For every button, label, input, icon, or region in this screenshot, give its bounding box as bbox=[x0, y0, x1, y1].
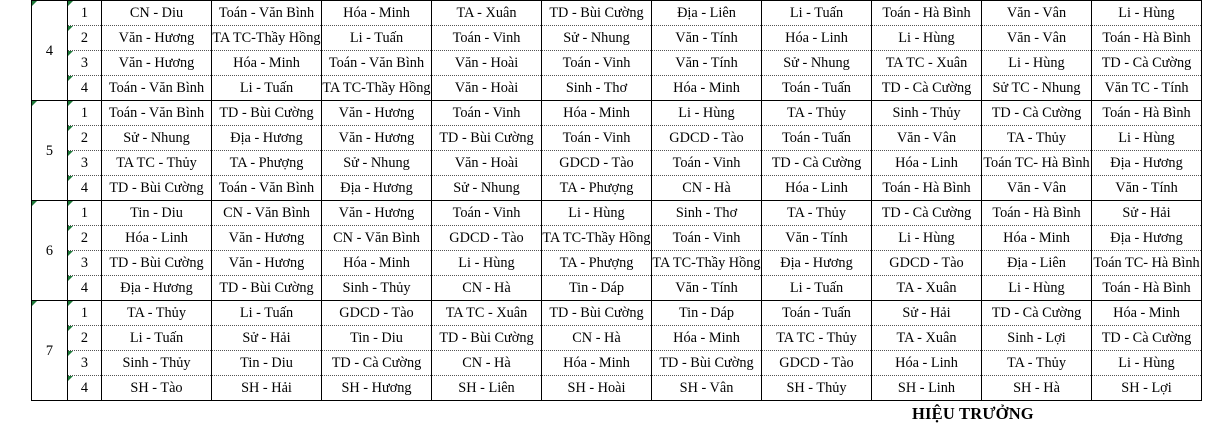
period-label: 2 bbox=[80, 330, 89, 346]
subject-teacher-cell: Sử - Nhung bbox=[432, 176, 542, 201]
subject-teacher-cell: Sử - Hải bbox=[1092, 201, 1202, 226]
subject-teacher-cell: TD - Bùi Cường bbox=[212, 276, 322, 301]
schedule-row bbox=[32, 326, 1202, 351]
subject-teacher-cell: Văn - Tính bbox=[652, 276, 762, 301]
subject-teacher-cell: TA TC-Thầy Hồng bbox=[652, 251, 762, 276]
subject-teacher-cell: CN - Diu bbox=[102, 1, 212, 26]
period-label: 1 bbox=[80, 105, 89, 121]
period-number bbox=[68, 151, 102, 176]
period-number bbox=[68, 226, 102, 251]
subject-teacher-cell: Hóa - Minh bbox=[652, 326, 762, 351]
period-number bbox=[68, 376, 102, 401]
period-number bbox=[68, 176, 102, 201]
subject-teacher-cell: Hóa - Minh bbox=[542, 351, 652, 376]
subject-teacher-cell: Toán - Hà Bình bbox=[1092, 101, 1202, 126]
subject-teacher-cell: Sử TC - Nhung bbox=[982, 76, 1092, 101]
principal-signature-title: HIỆU TRƯỞNG bbox=[912, 404, 1034, 423]
subject-teacher-cell: TD - Cà Cường bbox=[982, 301, 1092, 326]
subject-teacher-cell: TD - Bùi Cường bbox=[212, 101, 322, 126]
day-label bbox=[32, 301, 68, 401]
subject-teacher-cell: CN - Hà bbox=[652, 176, 762, 201]
subject-teacher-cell: Sinh - Thủy bbox=[872, 101, 982, 126]
cell-marker-icon bbox=[68, 51, 73, 56]
subject-teacher-cell: TA - Xuân bbox=[432, 1, 542, 26]
period-label: 3 bbox=[80, 55, 89, 71]
subject-teacher-cell: Toán - Vinh bbox=[652, 226, 762, 251]
subject-teacher-cell: Li - Tuấn bbox=[762, 1, 872, 26]
subject-teacher-cell: TD - Bùi Cường bbox=[102, 251, 212, 276]
cell-marker-icon bbox=[68, 226, 73, 231]
period-label: 4 bbox=[80, 380, 89, 396]
subject-teacher-cell: Toán - Tuấn bbox=[762, 126, 872, 151]
period-number bbox=[68, 51, 102, 76]
subject-teacher-cell: Toán - Vinh bbox=[542, 51, 652, 76]
day-label bbox=[32, 201, 68, 301]
day-number: 6 bbox=[45, 242, 54, 259]
subject-teacher-cell: SH - Vân bbox=[652, 376, 762, 401]
subject-teacher-cell: Toán TC- Hà Bình bbox=[1092, 251, 1202, 276]
subject-teacher-cell: TD - Bùi Cường bbox=[542, 1, 652, 26]
subject-teacher-cell: Li - Hùng bbox=[652, 101, 762, 126]
schedule-row bbox=[32, 201, 1202, 226]
subject-teacher-cell: Sử - Nhung bbox=[102, 126, 212, 151]
schedule-row bbox=[32, 376, 1202, 401]
cell-marker-icon bbox=[32, 101, 37, 106]
subject-teacher-cell: SH - Lợi bbox=[1092, 376, 1202, 401]
schedule-row bbox=[32, 226, 1202, 251]
subject-teacher-cell: CN - Văn Bình bbox=[212, 201, 322, 226]
subject-teacher-cell: CN - Hà bbox=[432, 351, 542, 376]
subject-teacher-cell: Văn - Tính bbox=[1092, 176, 1202, 201]
subject-teacher-cell: Địa - Hương bbox=[322, 176, 432, 201]
cell-marker-icon bbox=[68, 351, 73, 356]
subject-teacher-cell: TA TC - Xuân bbox=[872, 51, 982, 76]
subject-teacher-cell: TA - Thủy bbox=[762, 101, 872, 126]
subject-teacher-cell: Toán - Vinh bbox=[432, 201, 542, 226]
subject-teacher-cell: TD - Bùi Cường bbox=[102, 176, 212, 201]
subject-teacher-cell: TA - Xuân bbox=[872, 326, 982, 351]
subject-teacher-cell: Tin - Dáp bbox=[652, 301, 762, 326]
subject-teacher-cell: Văn - Hương bbox=[212, 251, 322, 276]
subject-teacher-cell: Sử - Hải bbox=[212, 326, 322, 351]
schedule-row bbox=[32, 51, 1202, 76]
subject-teacher-cell: Toán - Văn Bình bbox=[322, 51, 432, 76]
period-number bbox=[68, 326, 102, 351]
subject-teacher-cell: TD - Bùi Cường bbox=[432, 126, 542, 151]
subject-teacher-cell: TD - Cà Cường bbox=[982, 101, 1092, 126]
subject-teacher-cell: Sử - Nhung bbox=[762, 51, 872, 76]
cell-marker-icon bbox=[68, 276, 73, 281]
subject-teacher-cell: Địa - Liên bbox=[652, 1, 762, 26]
subject-teacher-cell: Sinh - Thơ bbox=[542, 76, 652, 101]
subject-teacher-cell: Hóa - Minh bbox=[322, 251, 432, 276]
period-label: 1 bbox=[80, 205, 89, 221]
schedule-row bbox=[32, 351, 1202, 376]
subject-teacher-cell: Toán - Vinh bbox=[652, 151, 762, 176]
period-number bbox=[68, 126, 102, 151]
period-number bbox=[68, 1, 102, 26]
subject-teacher-cell: Văn - Tính bbox=[652, 51, 762, 76]
subject-teacher-cell: SH - Liên bbox=[432, 376, 542, 401]
subject-teacher-cell: Văn - Vân bbox=[982, 1, 1092, 26]
subject-teacher-cell: Tin - Diu bbox=[102, 201, 212, 226]
period-number bbox=[68, 351, 102, 376]
subject-teacher-cell: Hóa - Linh bbox=[762, 26, 872, 51]
subject-teacher-cell: Toán TC- Hà Bình bbox=[982, 151, 1092, 176]
schedule-row bbox=[32, 176, 1202, 201]
subject-teacher-cell: Văn TC - Tính bbox=[1092, 76, 1202, 101]
schedule-row bbox=[32, 101, 1202, 126]
subject-teacher-cell: Sử - Nhung bbox=[542, 26, 652, 51]
subject-teacher-cell: TA TC-Thầy Hồng bbox=[212, 26, 322, 51]
subject-teacher-cell: TA - Phượng bbox=[542, 251, 652, 276]
cell-marker-icon bbox=[68, 26, 73, 31]
subject-teacher-cell: Li - Hùng bbox=[1092, 351, 1202, 376]
subject-teacher-cell: Văn - Hoài bbox=[432, 51, 542, 76]
subject-teacher-cell: TD - Cà Cường bbox=[872, 76, 982, 101]
subject-teacher-cell: Hóa - Linh bbox=[762, 176, 872, 201]
subject-teacher-cell: TA - Thủy bbox=[982, 126, 1092, 151]
schedule-row bbox=[32, 276, 1202, 301]
subject-teacher-cell: Li - Tuấn bbox=[102, 326, 212, 351]
timetable bbox=[31, 0, 1202, 401]
period-number bbox=[68, 26, 102, 51]
subject-teacher-cell: TA - Thủy bbox=[982, 351, 1092, 376]
subject-teacher-cell: Văn - Hương bbox=[322, 201, 432, 226]
subject-teacher-cell: Li - Tuấn bbox=[212, 76, 322, 101]
subject-teacher-cell: Văn - Hương bbox=[322, 101, 432, 126]
period-number bbox=[68, 101, 102, 126]
subject-teacher-cell: SH - Linh bbox=[872, 376, 982, 401]
subject-teacher-cell: Toán - Văn Bình bbox=[102, 101, 212, 126]
subject-teacher-cell: GDCD - Tào bbox=[432, 226, 542, 251]
subject-teacher-cell: Li - Hùng bbox=[1092, 1, 1202, 26]
subject-teacher-cell: Tin - Diu bbox=[322, 326, 432, 351]
subject-teacher-cell: GDCD - Tào bbox=[762, 351, 872, 376]
subject-teacher-cell: SH - Tào bbox=[102, 376, 212, 401]
subject-teacher-cell: Văn - Hoài bbox=[432, 76, 542, 101]
subject-teacher-cell: Địa - Hương bbox=[1092, 226, 1202, 251]
schedule-row bbox=[32, 251, 1202, 276]
subject-teacher-cell: Hóa - Minh bbox=[982, 226, 1092, 251]
subject-teacher-cell: Văn - Tính bbox=[652, 26, 762, 51]
subject-teacher-cell: TD - Cà Cường bbox=[872, 201, 982, 226]
subject-teacher-cell: Hóa - Minh bbox=[652, 76, 762, 101]
period-label: 2 bbox=[80, 230, 89, 246]
period-number bbox=[68, 251, 102, 276]
subject-teacher-cell: Hóa - Minh bbox=[542, 101, 652, 126]
subject-teacher-cell: GDCD - Tào bbox=[322, 301, 432, 326]
subject-teacher-cell: Sinh - Lợi bbox=[982, 326, 1092, 351]
subject-teacher-cell: Hóa - Minh bbox=[322, 1, 432, 26]
subject-teacher-cell: Hóa - Linh bbox=[872, 151, 982, 176]
subject-teacher-cell: TA - Thủy bbox=[102, 301, 212, 326]
subject-teacher-cell: Văn - Vân bbox=[982, 176, 1092, 201]
period-label: 3 bbox=[80, 355, 89, 371]
cell-marker-icon bbox=[68, 101, 73, 106]
subject-teacher-cell: Tin - Diu bbox=[212, 351, 322, 376]
subject-teacher-cell: CN - Văn Bình bbox=[322, 226, 432, 251]
subject-teacher-cell: TA TC - Xuân bbox=[432, 301, 542, 326]
subject-teacher-cell: GDCD - Tào bbox=[652, 126, 762, 151]
subject-teacher-cell: Hóa - Linh bbox=[872, 351, 982, 376]
subject-teacher-cell: Văn - Hương bbox=[212, 226, 322, 251]
subject-teacher-cell: Địa - Liên bbox=[982, 251, 1092, 276]
subject-teacher-cell: Toán - Hà Bình bbox=[872, 176, 982, 201]
day-label bbox=[32, 101, 68, 201]
subject-teacher-cell: TA TC - Thủy bbox=[102, 151, 212, 176]
subject-teacher-cell: GDCD - Tào bbox=[542, 151, 652, 176]
cell-marker-icon bbox=[32, 301, 37, 306]
subject-teacher-cell: TD - Bùi Cường bbox=[432, 326, 542, 351]
subject-teacher-cell: Sinh - Thủy bbox=[102, 351, 212, 376]
subject-teacher-cell: Văn - Tính bbox=[762, 226, 872, 251]
subject-teacher-cell: Li - Hùng bbox=[982, 276, 1092, 301]
subject-teacher-cell: TD - Cà Cường bbox=[762, 151, 872, 176]
subject-teacher-cell: Văn - Hương bbox=[102, 51, 212, 76]
cell-marker-icon bbox=[68, 1, 73, 6]
cell-marker-icon bbox=[68, 126, 73, 131]
cell-marker-icon bbox=[68, 151, 73, 156]
subject-teacher-cell: Toán - Vinh bbox=[432, 101, 542, 126]
subject-teacher-cell: Hóa - Linh bbox=[102, 226, 212, 251]
cell-marker-icon bbox=[68, 201, 73, 206]
cell-marker-icon bbox=[68, 176, 73, 181]
schedule-row bbox=[32, 26, 1202, 51]
period-number bbox=[68, 201, 102, 226]
subject-teacher-cell: Li - Tuấn bbox=[322, 26, 432, 51]
day-number: 4 bbox=[45, 42, 54, 59]
subject-teacher-cell: TD - Bùi Cường bbox=[652, 351, 762, 376]
subject-teacher-cell: Li - Hùng bbox=[872, 26, 982, 51]
subject-teacher-cell: TD - Cà Cường bbox=[1092, 51, 1202, 76]
subject-teacher-cell: Địa - Hương bbox=[762, 251, 872, 276]
subject-teacher-cell: Li - Hùng bbox=[542, 201, 652, 226]
subject-teacher-cell: Văn - Hương bbox=[102, 26, 212, 51]
subject-teacher-cell: Toán - Văn Bình bbox=[212, 1, 322, 26]
subject-teacher-cell: TA TC-Thầy Hồng bbox=[542, 226, 652, 251]
cell-marker-icon bbox=[68, 76, 73, 81]
subject-teacher-cell: TD - Cà Cường bbox=[322, 351, 432, 376]
subject-teacher-cell: Văn - Vân bbox=[982, 26, 1092, 51]
subject-teacher-cell: Toán - Hà Bình bbox=[982, 201, 1092, 226]
subject-teacher-cell: Toán - Văn Bình bbox=[212, 176, 322, 201]
subject-teacher-cell: Toán - Văn Bình bbox=[102, 76, 212, 101]
subject-teacher-cell: Địa - Hương bbox=[102, 276, 212, 301]
subject-teacher-cell: Sinh - Thủy bbox=[322, 276, 432, 301]
subject-teacher-cell: Toán - Hà Bình bbox=[1092, 276, 1202, 301]
period-number bbox=[68, 301, 102, 326]
period-number bbox=[68, 276, 102, 301]
subject-teacher-cell: GDCD - Tào bbox=[872, 251, 982, 276]
subject-teacher-cell: SH - Hà bbox=[982, 376, 1092, 401]
cell-marker-icon bbox=[32, 201, 37, 206]
subject-teacher-cell: TA - Xuân bbox=[872, 276, 982, 301]
subject-teacher-cell: Sử - Hải bbox=[872, 301, 982, 326]
subject-teacher-cell: TA - Phượng bbox=[542, 176, 652, 201]
subject-teacher-cell: Li - Tuấn bbox=[212, 301, 322, 326]
subject-teacher-cell: Tin - Dáp bbox=[542, 276, 652, 301]
period-label: 4 bbox=[80, 180, 89, 196]
subject-teacher-cell: TD - Bùi Cường bbox=[542, 301, 652, 326]
subject-teacher-cell: Địa - Hương bbox=[1092, 151, 1202, 176]
schedule-row bbox=[32, 76, 1202, 101]
subject-teacher-cell: CN - Hà bbox=[542, 326, 652, 351]
subject-teacher-cell: Toán - Vinh bbox=[542, 126, 652, 151]
period-label: 1 bbox=[80, 305, 89, 321]
subject-teacher-cell: Văn - Hương bbox=[322, 126, 432, 151]
subject-teacher-cell: Li - Hùng bbox=[432, 251, 542, 276]
subject-teacher-cell: Li - Tuấn bbox=[762, 276, 872, 301]
day-number: 7 bbox=[45, 342, 54, 359]
period-label: 3 bbox=[80, 155, 89, 171]
subject-teacher-cell: SH - Hoài bbox=[542, 376, 652, 401]
cell-marker-icon bbox=[32, 1, 37, 6]
cell-marker-icon bbox=[68, 301, 73, 306]
period-label: 2 bbox=[80, 130, 89, 146]
subject-teacher-cell: TA - Thủy bbox=[762, 201, 872, 226]
subject-teacher-cell: Toán - Vinh bbox=[432, 26, 542, 51]
period-label: 1 bbox=[80, 5, 89, 21]
subject-teacher-cell: TA TC-Thầy Hồng bbox=[322, 76, 432, 101]
schedule-row bbox=[32, 126, 1202, 151]
schedule-row bbox=[32, 301, 1202, 326]
subject-teacher-cell: Văn - Vân bbox=[872, 126, 982, 151]
subject-teacher-cell: Văn - Hoài bbox=[432, 151, 542, 176]
schedule-row bbox=[32, 151, 1202, 176]
subject-teacher-cell: Toán - Hà Bình bbox=[872, 1, 982, 26]
subject-teacher-cell: Toán - Hà Bình bbox=[1092, 26, 1202, 51]
period-label: 4 bbox=[80, 80, 89, 96]
period-number bbox=[68, 76, 102, 101]
period-label: 2 bbox=[80, 30, 89, 46]
cell-marker-icon bbox=[68, 376, 73, 381]
period-label: 4 bbox=[80, 280, 89, 296]
subject-teacher-cell: Sinh - Thơ bbox=[652, 201, 762, 226]
subject-teacher-cell: Sử - Nhung bbox=[322, 151, 432, 176]
cell-marker-icon bbox=[68, 326, 73, 331]
subject-teacher-cell: Địa - Hương bbox=[212, 126, 322, 151]
subject-teacher-cell: Hóa - Minh bbox=[1092, 301, 1202, 326]
subject-teacher-cell: Li - Hùng bbox=[982, 51, 1092, 76]
schedule-row bbox=[32, 1, 1202, 26]
subject-teacher-cell: TA - Phượng bbox=[212, 151, 322, 176]
subject-teacher-cell: SH - Thủy bbox=[762, 376, 872, 401]
subject-teacher-cell: Toán - Tuấn bbox=[762, 301, 872, 326]
subject-teacher-cell: CN - Hà bbox=[432, 276, 542, 301]
cell-marker-icon bbox=[68, 251, 73, 256]
subject-teacher-cell: TD - Cà Cường bbox=[1092, 326, 1202, 351]
subject-teacher-cell: Li - Hùng bbox=[1092, 126, 1202, 151]
subject-teacher-cell: Li - Hùng bbox=[872, 226, 982, 251]
period-label: 3 bbox=[80, 255, 89, 271]
day-label bbox=[32, 1, 68, 101]
subject-teacher-cell: TA TC - Thủy bbox=[762, 326, 872, 351]
subject-teacher-cell: SH - Hương bbox=[322, 376, 432, 401]
subject-teacher-cell: Toán - Tuấn bbox=[762, 76, 872, 101]
subject-teacher-cell: Hóa - Minh bbox=[212, 51, 322, 76]
day-number: 5 bbox=[45, 142, 54, 159]
subject-teacher-cell: SH - Hải bbox=[212, 376, 322, 401]
